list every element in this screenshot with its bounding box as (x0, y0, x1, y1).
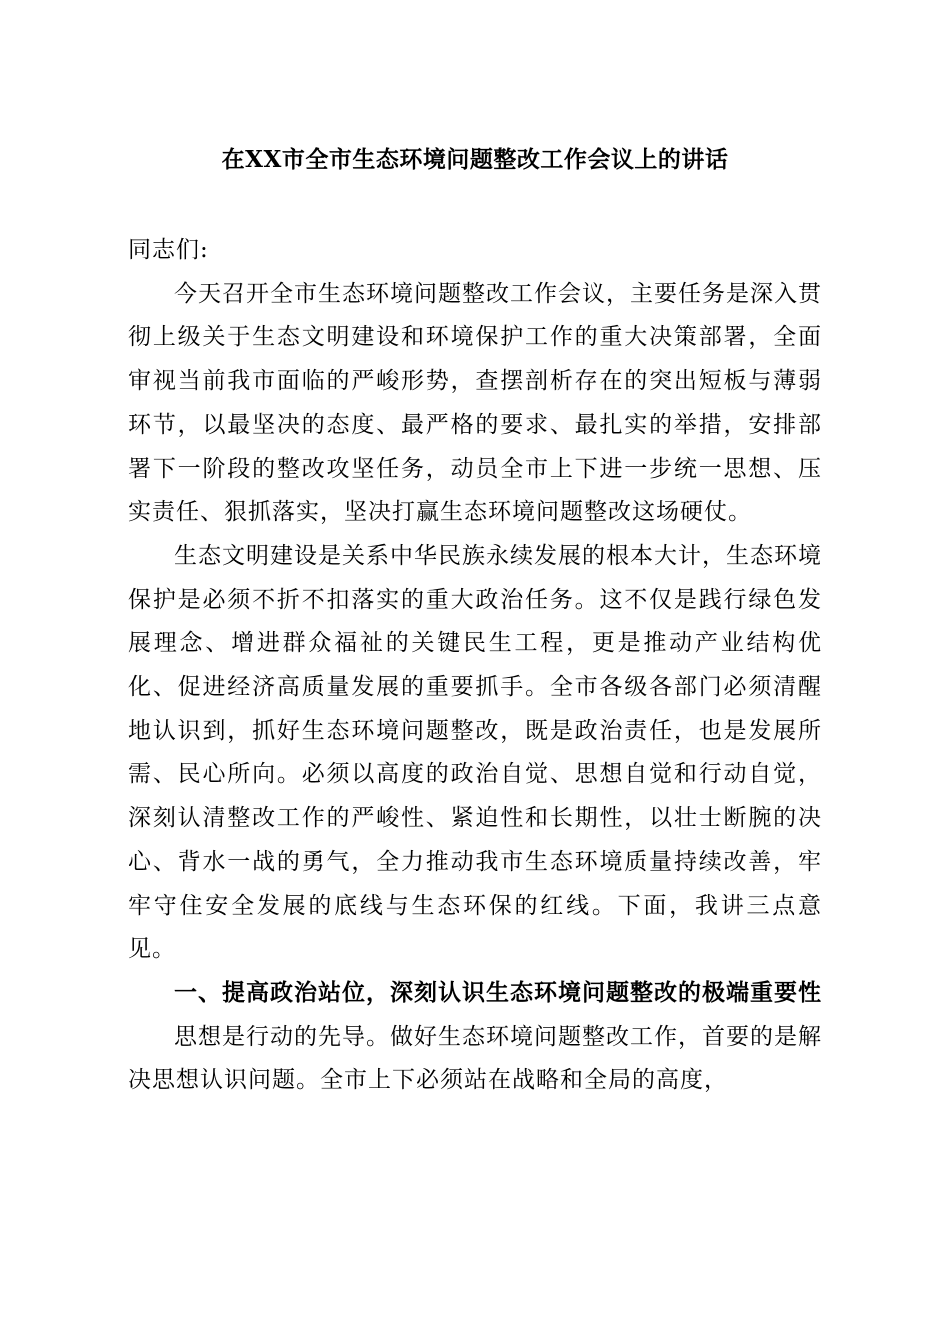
document-body (128, 138, 822, 1103)
section-paragraph: 思想是行动的先导。做好生态环境问题整改工作，首要的是解决思想认识问题。全市上下必须站在战略和全局的高度， (128, 1023, 822, 1094)
section-heading: 一、提高政治站位，深刻认识生态环境问题整改的极端重要性 (174, 979, 822, 1006)
intro-paragraph: 今天召开全市生态环境问题整改工作会议，主要任务是深入贯彻上级关于生态文明建设和环境保护工作的重大决策部署，全面审视当前我市面临的严峻形势，查摆剖析存在的突出短板与薄弱环节，以最坚决的态度、最严格的要求、最扎实的举措，安排部署下一阶段的整改攻坚任务，动员全市上下进一步统一思想、压实责任、狠抓落实，坚决打赢生态环境问题整改这场硬仗。 (128, 280, 822, 526)
document-title: 在XX市全市生态环境问题整改工作会议上的讲话 (221, 146, 729, 173)
context-paragraph: 生态文明建设是关系中华民族永续发展的根本大计，生态环境保护是必须不折不扣落实的重大政治任务。这不仅是践行绿色发展理念、增进群众福祉的关键民生工程，更是推动产业结构优化、促进经济高质量发展的重要抓手。全市各级各部门必须清醒地认识到，抓好生态环境问题整改，既是政治责任，也是发展所需、民心所向。必须以高度的政治自觉、思想自觉和行动自觉，深刻认清整改工作的严峻性、紧迫性和长期性，以壮士断腕的决心、背水一战的勇气，全力推动我市生态环境质量持续改善，牢牢守住安全发展的底线与生态环保的红线。下面，我讲三点意见。 (128, 542, 822, 963)
salutation: 同志们: (128, 237, 209, 263)
